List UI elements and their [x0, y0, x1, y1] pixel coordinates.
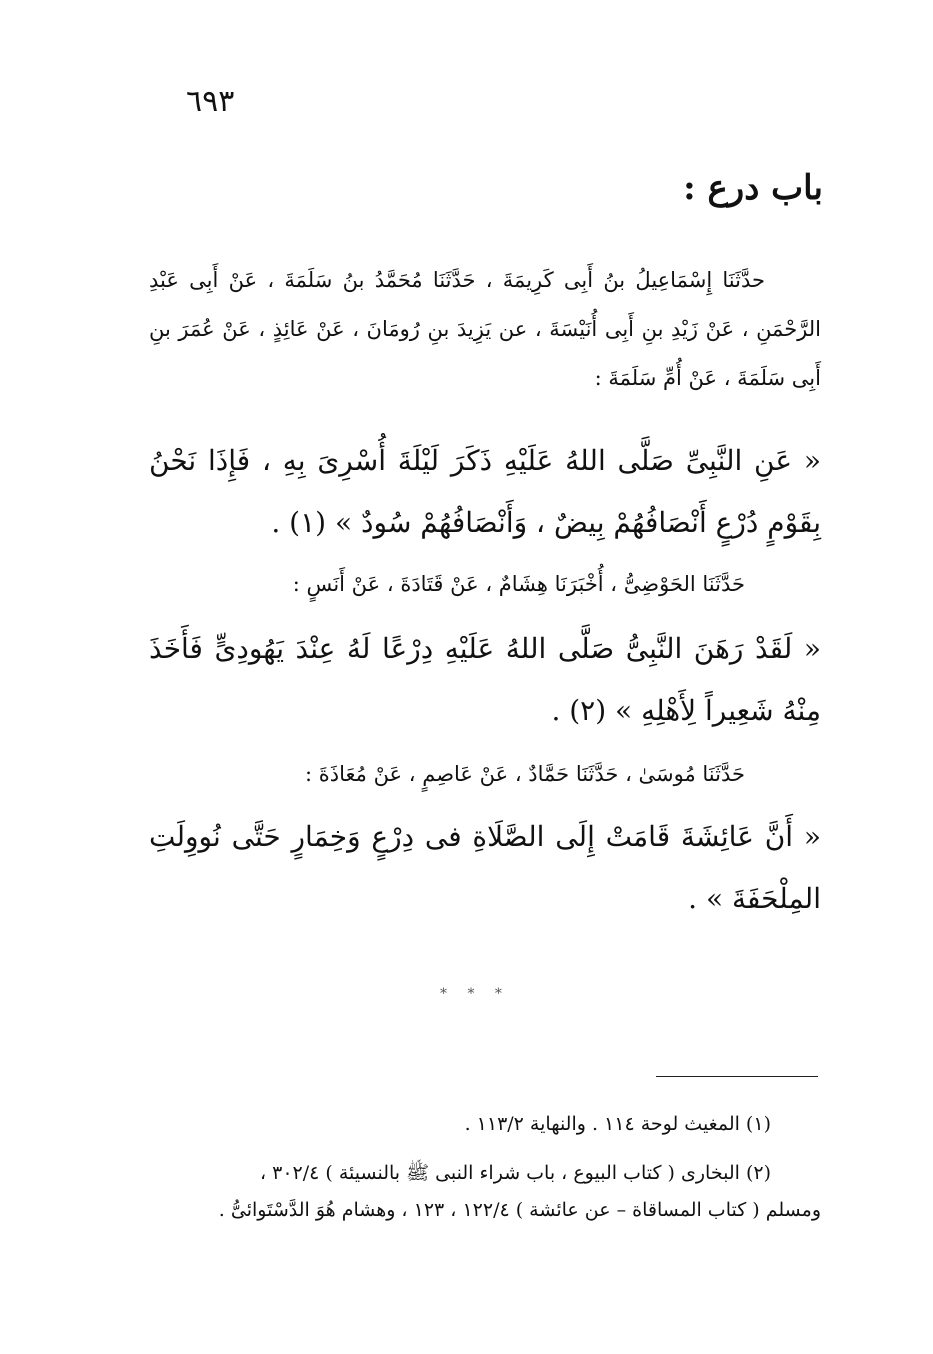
hadith-text-2: « لَقَدْ رَهَنَ النَّبِىُّ صَلَّى اللهُ عَلَيْهِ دِرْعًا لَهُ عِنْدَ يَهُودِىٍّ فَأَخَذَ مِنْهُ شَعِيراً لِأَهْلِهِ » (٢) .: [149, 632, 821, 727]
isnad-paragraph-3: حَدَّثَنَا مُوسَىٰ ، حَدَّثَنَا حَمَّادٌ ، عَنْ عَاصِمٍ ، عَنْ مُعَاذَةَ :: [305, 762, 745, 786]
section-separator: * * *: [440, 986, 510, 1002]
footnotes: [141, 1106, 821, 1229]
page-number: ٦٩٣: [186, 84, 235, 119]
hadith-text-3: « أَنَّ عَائِشَةَ قَامَتْ إِلَى الصَّلَاةِ فى دِرْعٍ وَخِمَارٍ حَتَّى نُووِلَتِ المِلْحَفَةَ » .: [149, 820, 821, 915]
footnote-2-line-1: (٢) البخارى ( كتاب البيوع ، باب شراء النبى ﷺ بالنسيئة ) ٣٠٢/٤ ،: [259, 1162, 771, 1184]
footnote-2-line-2: ومسلم ( كتاب المساقاة – عن عائشة ) ١٢٢/٤ ، ١٢٣ ، وهشام هُوَ الدَّسْتَوائىُّ .: [218, 1199, 821, 1221]
isnad-paragraph-1: حدَّثَنَا إِسْمَاعِيلُ بنُ أَبِى كَرِيمَةَ ، حَدَّثَنَا مُحَمَّدُ بنُ سَلَمَةَ ، عَنْ أَبِى عَبْدِ الرَّحْمَنِ ، عَنْ زَيْدِ بنِ أَبِى أُنَيْسَةَ ، عن يَزِيدَ بنِ رُومَانَ ، عَنْ عَائِذٍ ، عَنْ عُمَرَ بنِ أَبِى سَلَمَةَ ، عَنْ أُمِّ سَلَمَةَ :: [149, 268, 821, 390]
isnad-paragraph-2: حَدَّثَنَا الحَوْضِىُّ ، أُخْبَرَنَا هِشَامٌ ، عَنْ قَتَادَةَ ، عَنْ أَنَسٍ :: [292, 572, 745, 596]
footnote-rule: [656, 1076, 818, 1077]
hadith-text-1: « عَنِ النَّبِىِّ صَلَّى اللهُ عَلَيْهِ ذَكَرَ لَيْلَةَ أُسْرِىَ بِهِ ، فَإِذَا نَحْنُ بِقَوْمٍ دُرْعٍ أَنْصَافُهُمْ بِيضٌ ، وَأَنْصَافُهُمْ سُودٌ » (١) .: [149, 444, 821, 539]
chapter-title: باب درع :: [683, 168, 823, 208]
footnote-1: (١) المغيث لوحة ١١٤ . والنهاية ١١٣/٢ .: [464, 1113, 771, 1135]
